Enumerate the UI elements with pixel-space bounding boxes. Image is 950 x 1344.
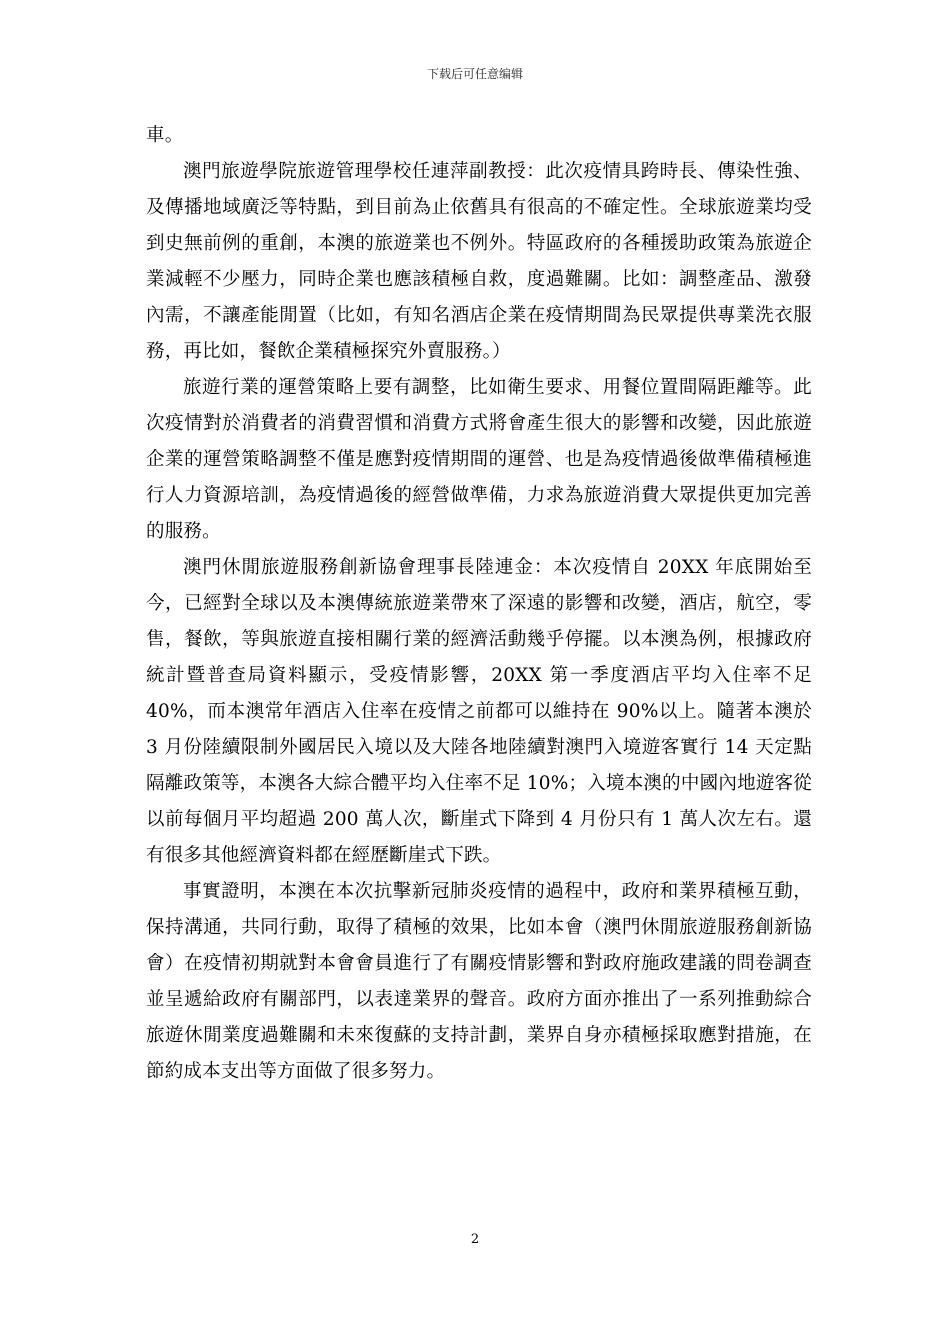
page-header: 下载后可任意编辑 xyxy=(426,67,523,81)
page-number: 2 xyxy=(470,1232,480,1247)
paragraph-operation-strategy: 旅遊行業的運營策略上要有調整，比如衛生要求、用餐位置間隔距離等。此次疫情對於消費者的消費習慣和消費方式將會產生很大的影響和改變，因此旅遊企業的運營策略調整不僅是應對疫情期間的運營、也是為疫情過後做準備積極進行人力資源培訓，為疫情過後的經營做準備，力求為旅遊消費大眾提供更加完善的服務。 xyxy=(146,377,812,542)
paragraph-continuation: 車。 xyxy=(146,125,184,146)
body-text xyxy=(146,118,812,1090)
paragraph-ren-lianping: 澳門旅遊學院旅遊管理學校任連萍副教授：此次疫情具跨時長、傳染性強、及傳播地域廣泛等特點，到目前為止依舊具有很高的不確定性。全球旅遊業均受到史無前例的重創，本澳的旅遊業也不例外。特區政府的各種援助政策為旅遊企業減輕不少壓力，同時企業也應該積極自救，度過難關。比如：調整產品、激發內需，不讓產能閒置（比如，有知名酒店企業在疫情期間為民眾提供專業洗衣服務，再比如，餐飲企業積極探究外賣服務。） xyxy=(146,161,812,362)
paragraph-lu-lianjin: 澳門休閒旅遊服務創新協會理事長陸連金：本次疫情自 20XX 年底開始至今，已經對全球以及本澳傳統旅遊業帶來了深遠的影響和改變，酒店，航空，零售，餐飲，等與旅遊直接相關行業的經濟活動幾乎停擺。以本澳為例，根據政府統計暨普查局資料顯示，受疫情影響，20XX 第一季度酒店平均入住率不足 40%，而本澳常年酒店入住率在疫情之前都可以維持在 90%以上。隨著本澳於 3 月份陸續限制外國居民入境以及大陸各地陸續對澳門入境遊客實行 14 天定點隔離政策等，本澳各大綜合體平均入住率不足 10%；入境本澳的中國內地遊客從以前每個月平均超過 200 萬人次，斷崖式下降到 4 月份只有 1 萬人次左右。還有很多其他經濟資料都在經歷斷崖式下跌。 xyxy=(146,557,812,866)
paragraph-facts-proof: 事實證明，本澳在本次抗擊新冠肺炎疫情的過程中，政府和業界積極互動，保持溝通，共同行動，取得了積極的效果，比如本會（澳門休閒旅遊服務創新協會）在疫情初期就對本會會員進行了有關疫情影響和對政府施政建議的問卷調查並呈遞給政府有關部門，以表達業界的聲音。政府方面亦推出了一系列推動綜合旅遊休閒業度過難關和未來復蘇的支持計劃，業界自身亦積極採取應對措施，在節約成本支出等方面做了很多努力。 xyxy=(146,881,812,1082)
